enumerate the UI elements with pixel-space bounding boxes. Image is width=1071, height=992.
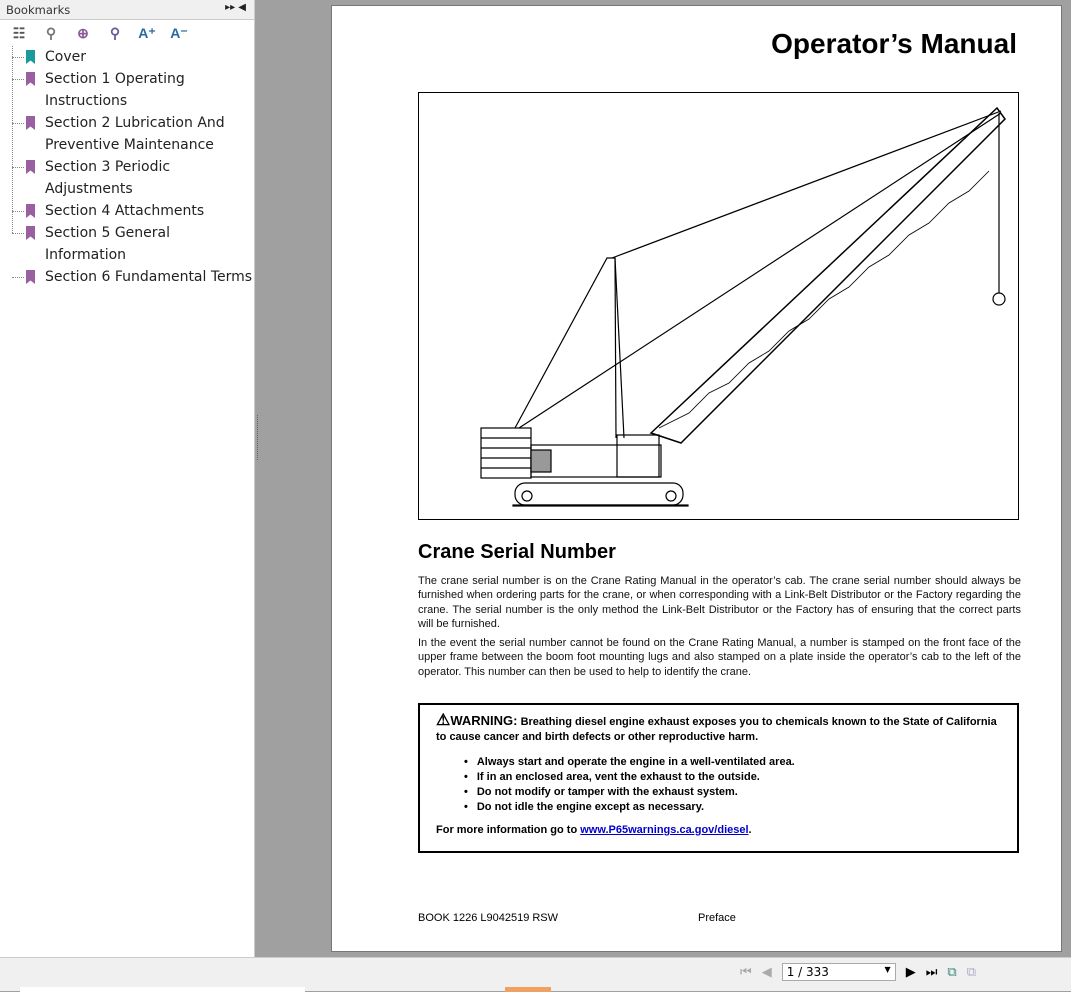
paragraph: In the event the serial number cannot be found on the Crane Rating Manual, a number is stamped on the front face of the upper frame between the boom foot mounting lugs and also stamped on a plate inside the operator’s cab to the left of the operator. This number can then be used to help to identify the crane.	[418, 637, 1021, 678]
bookmark-tree	[0, 46, 254, 288]
bookmark-label: Section 3 Periodic Adjustments	[45, 159, 171, 197]
bookmark-label: Section 1 Operating Instructions	[45, 71, 185, 109]
bookmark-label: Section 6 Fundamental Terms	[45, 269, 253, 285]
bookmark-icon	[26, 204, 35, 218]
bookmark-icon	[26, 116, 35, 130]
warning-bullet: • Always start and operate the engine in a well-ventilated area.	[464, 755, 1001, 770]
info-text: For more information go to	[436, 824, 581, 836]
fit-page-icon[interactable]: ⧉	[947, 964, 957, 979]
bookmark-icon	[26, 270, 35, 284]
bookmark-icon	[26, 72, 35, 86]
find-bookmark-icon[interactable]: ⚲	[109, 24, 121, 41]
footer-book-number: BOOK 1226 L9042519 RSW	[418, 912, 559, 924]
bookmark-item[interactable]	[12, 46, 254, 68]
bookmark-label: Section 4 Attachments	[45, 203, 205, 219]
section-heading: Crane Serial Number	[418, 541, 616, 563]
warning-text: Breathing diesel engine exhaust exposes you to chemicals known to the State of California to cause cancer and birth defects or other reproductive harm.	[436, 716, 997, 743]
page-number-input[interactable]	[782, 963, 896, 981]
paragraph: The crane serial number is on the Crane Rating Manual in the operator’s cab. The crane serial number should always be furnished when ordering parts for the crane, or when corresponding with a Link-Belt Distributor or the Factory regarding the crane. The serial number is the only method the Link-Belt Distributor or the Factory has of ensuring that the correct parts will be furnished.	[418, 575, 1021, 630]
first-page-button[interactable]: ⏮	[740, 964, 752, 979]
bookmark-toolbar	[0, 20, 254, 46]
bookmark-label: Section 5 General Information	[45, 225, 170, 263]
warning-bullet: • Do not modify or tamper with the exhaust system.	[464, 785, 1001, 800]
chevron-down-icon[interactable]: ▼	[884, 965, 891, 974]
warning-bullet: • Do not idle the engine except as necessary.	[464, 800, 1001, 815]
p65-link[interactable]: www.P65warnings.ca.gov/diesel	[580, 824, 749, 836]
bookmark-options-icon[interactable]: ☷	[12, 24, 26, 41]
scroll-indicator	[505, 987, 551, 992]
bookmark-item[interactable]	[12, 200, 254, 222]
crane-illustration	[418, 92, 1019, 520]
bookmark-icon	[26, 50, 35, 64]
footer-section: Preface	[698, 912, 736, 924]
add-bookmark-icon[interactable]: ⊕	[77, 24, 89, 41]
font-decrease-icon[interactable]: A⁻	[170, 24, 188, 41]
bookmark-item[interactable]	[12, 112, 254, 156]
warning-label: WARNING:	[450, 713, 518, 728]
warning-bullet: • If in an enclosed area, vent the exhaust to the outside.	[464, 770, 1001, 785]
last-page-button[interactable]: ⏭	[925, 964, 938, 979]
bookmark-icon	[26, 160, 35, 174]
bookmark-label: Section 2 Lubrication And Preventive Maintenance	[45, 115, 225, 153]
panel-splitter[interactable]	[257, 415, 260, 460]
status-bar	[0, 957, 1071, 991]
horizontal-scrollbar[interactable]	[20, 987, 305, 992]
page-navigation	[740, 963, 976, 981]
warning-box	[418, 703, 1019, 853]
panel-title: Bookmarks	[6, 3, 71, 17]
bookmarks-panel	[0, 0, 255, 957]
bookmarks-header	[0, 0, 254, 20]
fit-width-icon[interactable]: ⧉	[966, 964, 976, 979]
bookmark-icon	[26, 226, 35, 240]
collapse-panel-button[interactable]: ▸▸ ◀	[225, 2, 246, 13]
document-title: Operator’s Manual	[771, 28, 1017, 59]
info-end: .	[748, 824, 752, 836]
warning-icon: ⚠	[436, 712, 451, 729]
bookmark-label: Cover	[45, 49, 86, 65]
font-increase-icon[interactable]: A⁺	[138, 24, 156, 41]
previous-page-button[interactable]: ◀	[761, 964, 772, 979]
next-page-button[interactable]: ▶	[905, 964, 916, 979]
bookmark-item[interactable]	[12, 156, 254, 200]
bookmark-item[interactable]	[12, 222, 254, 266]
expand-bookmark-icon[interactable]: ⚲	[45, 24, 57, 41]
bookmark-item[interactable]	[12, 266, 254, 288]
bookmark-item[interactable]	[12, 68, 254, 112]
pdf-page	[331, 5, 1062, 952]
page-number: 1 / 333	[786, 965, 829, 979]
